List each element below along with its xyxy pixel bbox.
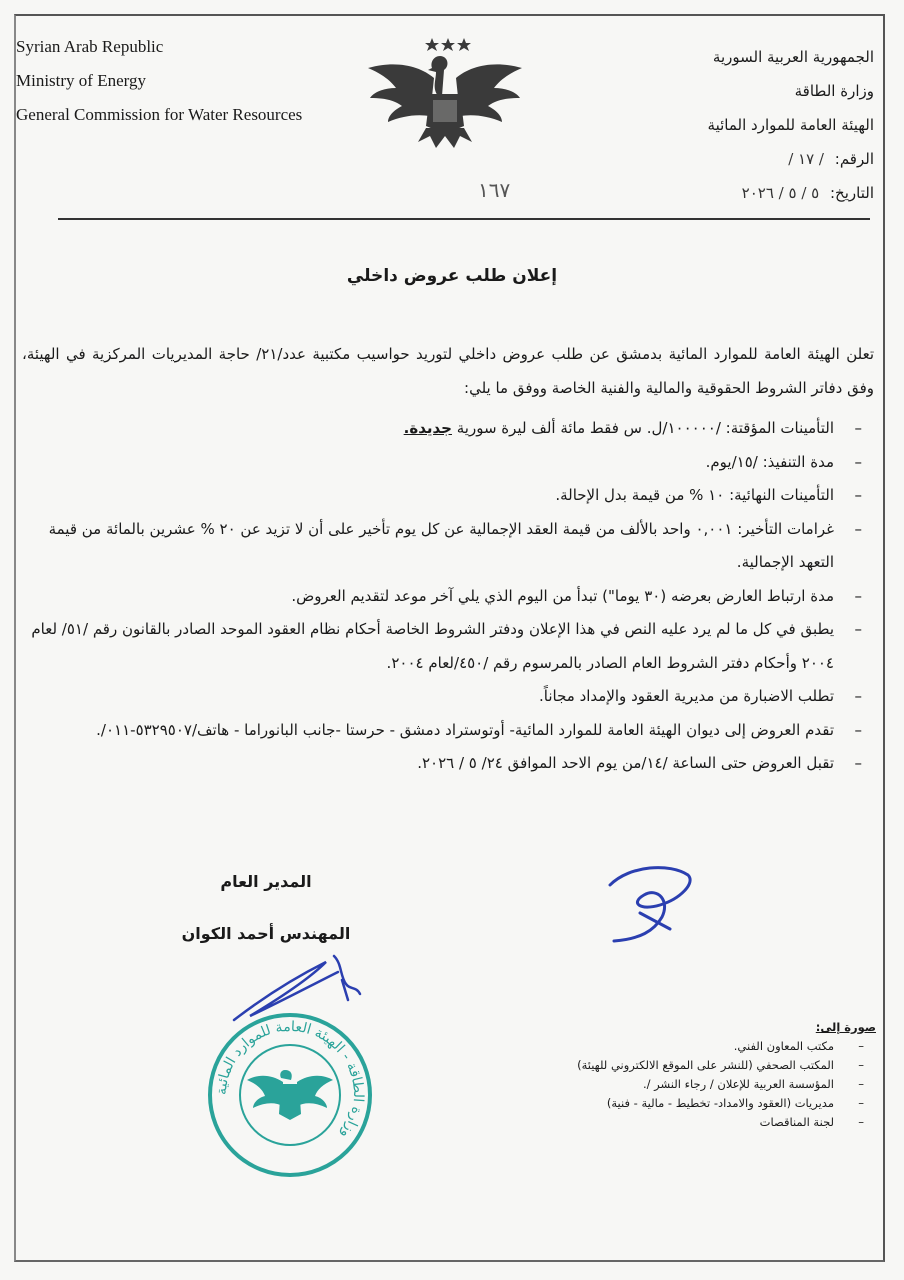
header-ar-ministry: وزارة الطاقة [794, 82, 874, 100]
list-item-text: التأمينات المؤقتة: /١٠٠٠٠٠/ل. س فقط مائة ألف ليرة سورية [451, 419, 834, 437]
list-item [22, 714, 874, 748]
list-item [22, 613, 874, 680]
copies-title: صورة إلى: [815, 1020, 876, 1034]
header-english [16, 30, 376, 132]
document-title: إعلان طلب عروض داخلي [346, 266, 558, 286]
list-item-text: تقدم العروض إلى ديوان الهيئة العامة للموارد المائية- أوتوستراد دمشق - حرستا -جانب البانوراما - هاتف/٥٣٢٩٥٠٧-٠١١/. [96, 720, 834, 739]
list-item [22, 747, 874, 781]
header-divider [58, 218, 870, 220]
reference-value: / ١٧ / [788, 150, 824, 168]
date-value: ٥ / ٥ / ٢٠٢٦ [741, 184, 820, 202]
list-item [22, 513, 874, 580]
list-item-text: غرامات التأخير: ٠,٠٠١ واحد بالألف من قيمة العقد الإجمالية عن كل يوم تأخير على أن لا تزيد عن ٢٠ % عشرين بالمائة من قيمة التعهد الإجمالية. [48, 519, 834, 571]
header-ar-commission: الهيئة العامة للموارد المائية [707, 116, 874, 134]
intro-paragraph [22, 337, 874, 405]
list-item: – لجنة المناقصات [516, 1113, 876, 1132]
header-arabic [574, 40, 874, 210]
list-item [22, 446, 874, 480]
signature-block [166, 856, 366, 960]
list-item [22, 680, 874, 714]
list-item-text: تطلب الاضبارة من مديرية العقود والإمداد مجاناً. [539, 687, 834, 705]
date-label: التاريخ: [830, 184, 874, 202]
list-item [22, 412, 874, 446]
handwritten-signature-icon [600, 855, 700, 945]
eagle-emblem-icon [360, 30, 530, 155]
list-item: – المؤسسة العربية للإعلان / رجاء النشر /. [516, 1075, 876, 1094]
signer-position: المدير العام [220, 872, 312, 891]
header-en-ministry: Ministry of Energy [16, 71, 147, 90]
header-en-country: Syrian Arab Republic [16, 37, 164, 56]
list-item-text: تقبل العروض حتى الساعة /١٤/من يوم الاحد الموافق ٢٤/ ٥ / ٢٠٢٦. [417, 754, 834, 772]
list-item [22, 479, 874, 513]
list-item-text: التأمينات النهائية: ١٠ % من قيمة بدل الإحالة. [555, 486, 834, 504]
official-stamp-icon [205, 1010, 375, 1180]
stamp-ring-text: وزارة الطاقة - الهيئة العامة للموارد المائية [213, 1018, 367, 1142]
header-en-commission: General Commission for Water Resources [16, 105, 303, 124]
list-item-text: مدة ارتباط العارض بعرضه (٣٠ يوما") تبدأ من اليوم الذي يلي آخر موعد لتقديم العروض. [291, 586, 834, 605]
header-ar-country: الجمهورية العربية السورية [712, 48, 874, 66]
list-item [22, 580, 874, 614]
signer-name: المهندس أحمد الكوان [181, 924, 351, 943]
list-item: – مديريات (العقود والامداد- تخطيط - مالية - فنية) [516, 1094, 876, 1113]
list-item-emphasis: جديدة. [403, 419, 452, 437]
reference-label: الرقم: [834, 150, 874, 168]
conditions-list [22, 412, 874, 781]
reference-line [574, 142, 874, 176]
intro-text: تعلن الهيئة العامة للموارد المائية بدمشق عن طلب عروض داخلي لتوريد حواسيب مكتبية عدد/٢١/ حاجة المديريات المركزية في الهيئة، وفق دفاتر الشروط الحقوقية والمالية والفنية الخاصة ووفق ما يلي: [22, 345, 874, 397]
handwritten-number: ١٦٧ [478, 178, 511, 202]
list-item: – مكتب المعاون الفني. [516, 1037, 876, 1056]
list-item-text: يطبق في كل ما لم يرد عليه النص في هذا الإعلان ودفتر الشروط الخاصة أحكام نظام العقود الموحد الصادر بالقانون رقم /٥١/ لعام ٢٠٠٤ وأحكام دفتر الشروط العام الصادر بالمرسوم رقم /٤٥٠/لعام ٢٠٠٤. [31, 620, 834, 672]
list-item-text: مدة التنفيذ: /١٥/يوم. [705, 452, 834, 471]
list-item: – المكتب الصحفي (للنشر على الموقع الالكتروني للهيئة) [516, 1056, 876, 1075]
copies-list [516, 1018, 876, 1132]
date-line [574, 176, 874, 210]
